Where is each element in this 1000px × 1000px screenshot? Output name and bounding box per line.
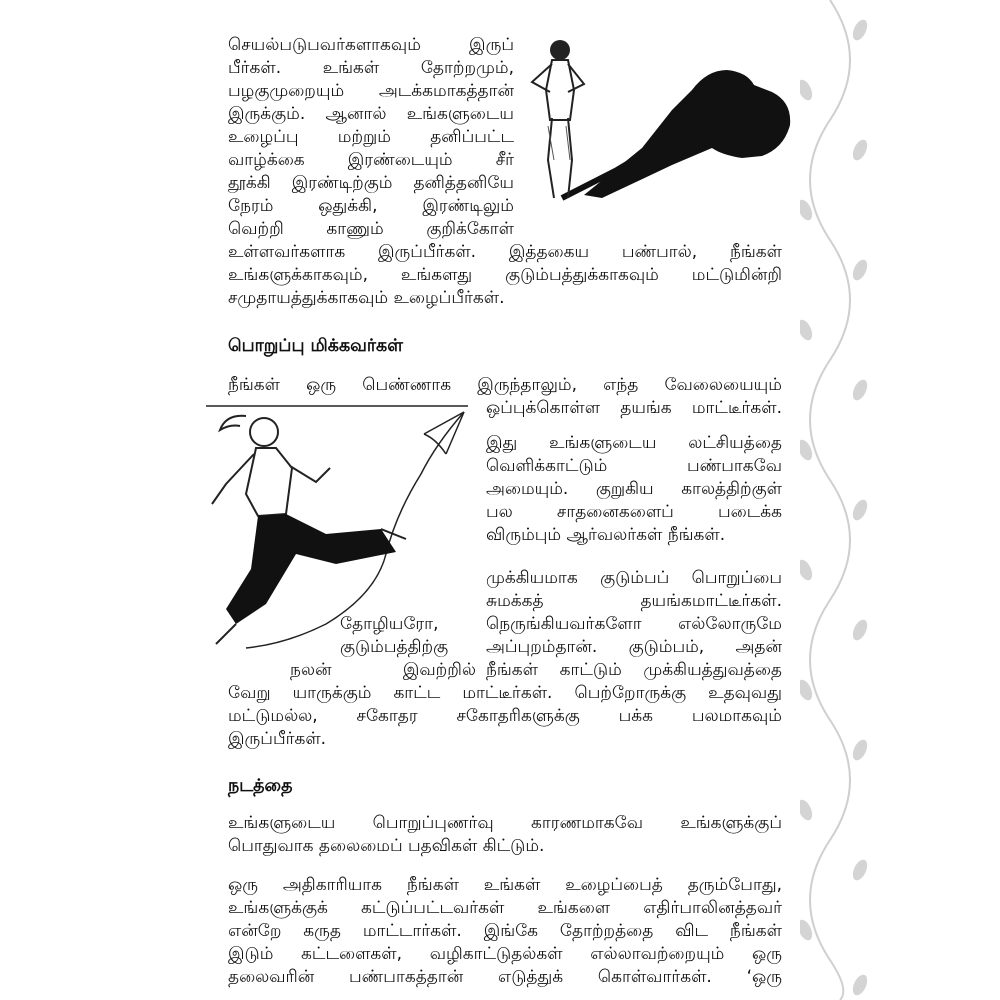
text-line [228, 812, 782, 836]
text-line-content [228, 966, 782, 990]
text-line [228, 218, 514, 242]
text-line-content: பொதுவாக தலைமைப் பதவிகள் கிட்டும். [228, 836, 545, 856]
text-line-content: குடும்பத்திற்கு [340, 637, 449, 657]
text-line [228, 874, 782, 898]
text-line [228, 172, 514, 196]
text-line-content [228, 195, 514, 219]
text-line [228, 897, 782, 921]
word: ஒரு [306, 375, 337, 395]
word: என்றே [228, 921, 282, 941]
text-line [228, 835, 782, 859]
section-heading: நடத்தை [228, 776, 293, 796]
word: செயல்படுபவர்களாகவும் [228, 35, 421, 55]
word: உங்களுடைய [406, 104, 514, 124]
text-fragment [340, 613, 438, 637]
text-line-content [228, 241, 782, 265]
text-line [228, 966, 782, 990]
text-line-content [228, 943, 782, 967]
text-line [486, 567, 782, 591]
text-line-content [486, 478, 782, 502]
word: வேறு [228, 683, 271, 703]
word: உங்களுக்காகவும், [228, 265, 368, 285]
word: பண்பாகவே [686, 456, 782, 476]
word: கட்டுப்பட்டவர்கள் [361, 898, 505, 918]
word: பொறுப்புணர்வு [372, 813, 494, 833]
word: இங்கே [483, 921, 539, 941]
text-line-content [228, 920, 782, 944]
word: பெண்ணாக [362, 375, 452, 395]
word: குறுகிய [595, 479, 654, 499]
word: ஒப்புக்கொள்ள [486, 398, 601, 418]
word: கருத [303, 921, 341, 941]
word: பக்க [618, 706, 653, 726]
text-line-content [228, 682, 782, 706]
word: ஒரு [228, 875, 258, 895]
text-line [228, 287, 782, 311]
text-line-content [228, 80, 514, 104]
word: உங்களுடைய [228, 813, 336, 833]
text-line-content [228, 218, 514, 242]
word: மாட்டீர்கள். [691, 398, 782, 418]
word: இடும் [228, 944, 274, 964]
word: அமையும். [486, 479, 569, 499]
word: இரண்டிலும் [422, 196, 514, 216]
text-line [486, 659, 782, 683]
word: பண்பால், [621, 242, 698, 262]
text-line [486, 455, 782, 479]
text-line [486, 613, 782, 637]
word: குறிக்கோள் [426, 219, 514, 239]
word: வெளிக்காட்டும் [486, 456, 608, 476]
word: பல [486, 502, 513, 522]
text-line [228, 126, 514, 150]
word: இருப் [469, 35, 514, 55]
word: வேலையையும் [664, 375, 782, 395]
text-fragment [340, 636, 448, 660]
text-line-content [228, 103, 514, 127]
word: எதிர்பாலினத்தவர் [643, 898, 782, 918]
word: ஒரு [752, 944, 782, 964]
word: மட்டுமின்றி [691, 265, 782, 285]
word: காலத்திற்குள் [681, 479, 782, 499]
word: உங்களுக்குப் [680, 813, 782, 833]
text-line [228, 264, 782, 288]
text-line-content: தோழியரோ, [340, 614, 439, 634]
text-line [228, 195, 514, 219]
word: தனிப்பட்ட [430, 127, 514, 147]
text-line [228, 682, 782, 706]
text-line [228, 920, 782, 944]
word: இவற்றில் [402, 660, 476, 680]
text-line [228, 103, 514, 127]
text-line-content: விரும்பும் ஆர்வலர்கள் நீங்கள். [486, 525, 726, 545]
word: மாட்டீர்கள். [462, 683, 553, 703]
word: இருக்கும். [228, 104, 306, 124]
word: பழகுமுறையும் [228, 81, 345, 101]
word: ‘ஒரு [746, 967, 782, 987]
word: பெற்றோருக்கு [574, 683, 687, 703]
text-line [486, 636, 782, 660]
text-line-content [228, 172, 514, 196]
word: இரண்டையும் [347, 150, 453, 170]
text-line-content [290, 659, 476, 683]
text-line [228, 241, 782, 265]
word: குடும்பத்துக்காகவும் [505, 265, 659, 285]
word: தயங்க [620, 398, 672, 418]
word: ஒதுக்கி, [318, 196, 378, 216]
word: காரணமாகவே [531, 813, 643, 833]
text-line-content [228, 705, 782, 729]
word: தலைவரின் [228, 967, 315, 987]
text-line [486, 478, 782, 502]
word: நீங்கள் [486, 660, 538, 680]
word: நீங்கள் [729, 242, 782, 262]
text-line-content [486, 455, 782, 479]
word: சகோதர [356, 706, 418, 726]
word: பீர்கள். [228, 58, 282, 78]
word: அப்புறம்தான். [486, 637, 598, 657]
text-line-content [486, 567, 782, 591]
word: எல்லாவற்றையும் [590, 944, 725, 964]
word: உள்ளவர்களாக [228, 242, 346, 262]
word: இத்தகைய [508, 242, 590, 262]
word: நீங்கள் [228, 375, 280, 395]
text-line-content [486, 636, 782, 660]
word: எந்த [603, 375, 639, 395]
word: யாருக்கும் [292, 683, 372, 703]
text-line [228, 149, 514, 173]
word: இருப்பீர்கள். [378, 242, 477, 262]
word: எடுத்துக் [497, 967, 564, 987]
word: குடும்பம், [628, 637, 705, 657]
word: காட்ட [393, 683, 441, 703]
word: வழிகாட்டுதல்கள் [429, 944, 563, 964]
text-line [486, 524, 782, 548]
word: காணும் [326, 219, 384, 239]
word: சாதனைகளைப் [556, 502, 674, 522]
word: நெருங்கியவர்களோ [486, 614, 642, 634]
word: தனித்தனியே [413, 173, 514, 193]
text-line-content [486, 590, 782, 614]
word: வெற்றி [228, 219, 284, 239]
word: வாழ்க்கை [228, 150, 305, 170]
word: உங்கள் [322, 58, 380, 78]
word: உழைப்பைத் [565, 875, 663, 895]
text-line-content [228, 374, 782, 398]
word: நலன் [290, 660, 332, 680]
text-line [486, 501, 782, 525]
word: நீங்கள் [406, 875, 459, 895]
text-line [228, 57, 514, 81]
text-line-content [228, 874, 782, 898]
text-line [228, 374, 782, 398]
word: உதவுவது [708, 683, 782, 703]
word: நீங்கள் [729, 921, 782, 941]
text-line [486, 432, 782, 456]
section-heading: பொறுப்பு மிக்கவர்கள் [228, 336, 404, 356]
word: இருந்தாலும், [477, 375, 577, 395]
text-fragment [290, 659, 476, 683]
word: மட்டுமல்ல, [228, 706, 318, 726]
word: முக்கியமாக [486, 568, 578, 588]
text-line [486, 397, 782, 421]
word: அடக்கமாகத்தான் [378, 81, 514, 101]
text-line [228, 728, 782, 752]
word: உங்களுக்குக் [228, 898, 328, 918]
text-line-content [486, 613, 782, 637]
word: பலமாகவும் [691, 706, 782, 726]
word: அதன் [735, 637, 782, 657]
word: உங்களுடைய [549, 433, 657, 453]
word: இது [486, 433, 518, 453]
word: பண்பாகத்தான் [349, 967, 464, 987]
word: கொள்வார்கள். [597, 967, 712, 987]
text-line-content [486, 432, 782, 456]
word: தோற்றத்தை [559, 921, 654, 941]
word: மற்றும் [337, 127, 391, 147]
word: லட்சியத்தை [688, 433, 782, 453]
text-line-content [486, 659, 782, 683]
word: எல்லோருமே [678, 614, 782, 634]
word: இரண்டிற்கும் [291, 173, 393, 193]
word: உங்களை [537, 898, 611, 918]
word: உங்கள் [483, 875, 541, 895]
word: குடும்பப் [600, 568, 670, 588]
text-line-content [228, 126, 514, 150]
text-line [228, 34, 514, 58]
word: நேரம் [228, 196, 274, 216]
word: பொறுப்பை [691, 568, 782, 588]
text-line [228, 705, 782, 729]
text-line-content [486, 397, 782, 421]
word: படைக்க [717, 502, 782, 522]
text-line-content [486, 501, 782, 525]
word: சுமக்கத் [486, 591, 544, 611]
word: உங்களது [400, 265, 473, 285]
word: ஆனால் [325, 104, 387, 124]
text-line-content [228, 812, 782, 836]
word: சீர் [495, 150, 514, 170]
woman-shadow-illustration [522, 30, 800, 202]
word: தூக்கி [228, 173, 271, 193]
text-line-content [228, 57, 514, 81]
text-line-content [228, 34, 514, 58]
text-line [486, 590, 782, 614]
word: தயங்கமாட்டீர்கள். [640, 591, 782, 611]
text-line [228, 943, 782, 967]
word: கட்டளைகள், [301, 944, 403, 964]
text-line-content: சமுதாயத்துக்காகவும் உழைப்பீர்கள். [228, 288, 505, 308]
word: விட [675, 921, 709, 941]
text-line [228, 80, 514, 104]
decorative-border [800, 0, 1000, 1000]
word: தரும்போது, [687, 875, 782, 895]
word: மாட்டார்கள். [362, 921, 462, 941]
word: காட்டும் [559, 660, 622, 680]
text-line-content: இருப்பீர்கள். [228, 729, 327, 749]
word: உழைப்பு [228, 127, 299, 147]
word: தோற்றமும், [420, 58, 514, 78]
text-line-content [228, 149, 514, 173]
word: சகோதரிகளுக்கு [456, 706, 580, 726]
word: முக்கியத்துவத்தை [643, 660, 782, 680]
text-line-content [228, 264, 782, 288]
word: அதிகாரியாக [282, 875, 383, 895]
text-line-content [228, 897, 782, 921]
